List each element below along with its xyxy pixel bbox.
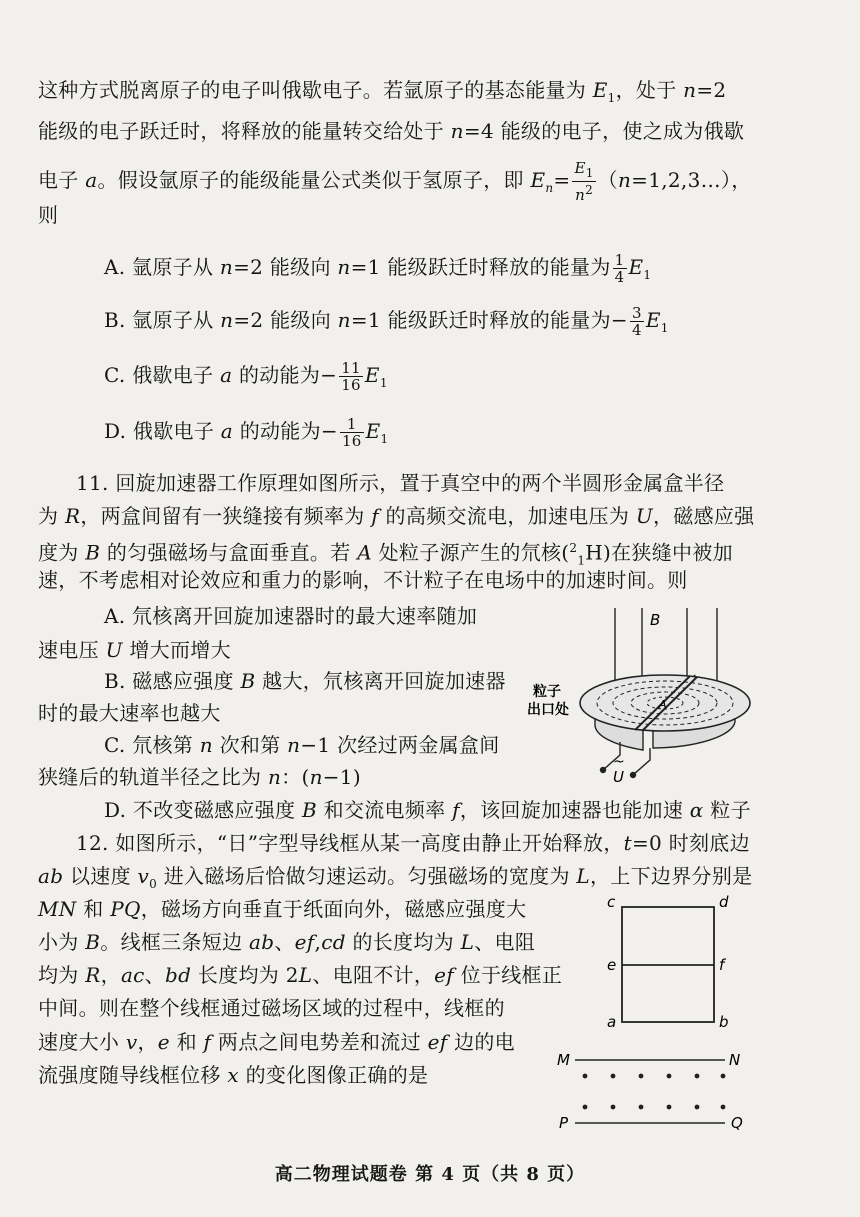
q12-line-6: 中间。则在整个线框通过磁场区域的过程中，线框的 — [38, 996, 505, 1020]
ac-tilde: ~ — [613, 754, 625, 770]
q12-line-8: 流强度随导线框位移 x 的变化图像正确的是 — [38, 1063, 429, 1087]
q11-line-4: 速，不考虑相对论效应和重力的影响，不计粒子在电场中的加速时间。则 — [38, 568, 688, 592]
point-e: e — [607, 956, 617, 974]
intro-line-1: 这种方式脱离原子的电子叫俄歇电子。若氩原子的基态能量为 $E_1$，处于 n=2 — [38, 78, 727, 105]
energy-fraction: $\frac{E_1}{n^2}$ — [574, 159, 594, 204]
q10-option-b: B. 氩原子从 n=2 能级向 n=1 能级跃迁时释放的能量为− $\frac{3}{4}$ $E_1$ — [104, 304, 669, 339]
vertex-d: d — [719, 895, 729, 911]
boundary-m: M — [557, 1051, 570, 1069]
wire-frame — [622, 907, 714, 1022]
q11-option-a-1: A. 氘核离开回旋加速器时的最大速率随加 — [104, 604, 478, 628]
vertex-a: a — [607, 1013, 617, 1031]
boundary-q: Q — [731, 1114, 743, 1132]
exit-label-line-2: 出口处 — [527, 702, 569, 718]
source-a-label: A — [659, 698, 667, 711]
q12-line-1: 12. 如图所示，“日”字型导线框从某一高度由静止开始释放，t=0 时刻底边 — [76, 831, 750, 855]
point-f: f — [719, 956, 725, 974]
page-footer: 高二物理试题卷 第 4 页（共 8 页） — [274, 1164, 586, 1185]
voltage-u-label: U — [613, 768, 624, 785]
exit-label-line-1: 粒子 — [533, 684, 561, 700]
q11-option-b-1: B. 磁感应强度 B 越大，氘核离开回旋加速器 — [104, 669, 506, 693]
q11-option-d: D. 不改变磁感应强度 B 和交流电频率 f，该回旋加速器也能加速 α 粒子 — [104, 798, 751, 822]
q11-line-3: 度为 B 的匀强磁场与盒面垂直。若 A 处粒子源产生的氘核($^2_1$H)在狭缝中被加 — [38, 540, 733, 568]
q11-option-b-2: 时的最大速率也越大 — [38, 701, 221, 725]
q11-option-c-2: 狭缝后的轨道半径之比为 n：(n−1) — [38, 765, 361, 789]
wire-frame-diagram — [545, 895, 760, 1135]
b-field-label: B — [650, 611, 661, 629]
q10-option-c: C. 俄歇电子 a 的动能为− $\frac{11}{16}$ $E_1$ — [104, 359, 388, 394]
intro-line-4: 则 — [38, 203, 59, 227]
field-dots — [583, 1074, 726, 1110]
d-shaped-boxes — [580, 675, 750, 750]
intro-line-2: 能级的电子跃迁时，将释放的能量转交给处于 n=4 能级的电子，使之成为俄歇 — [38, 119, 745, 143]
field-boundaries — [575, 1060, 725, 1123]
q12-line-3: MN 和 PQ，磁场方向垂直于纸面向外，磁感应强度大 — [38, 897, 527, 921]
boundary-p: P — [559, 1114, 569, 1132]
boundary-n: N — [729, 1051, 741, 1069]
q12-line-4: 小为 B。线框三条短边 ab、ef,cd 的长度均为 L、电阻 — [38, 930, 536, 954]
q11-line-1: 11. 回旋加速器工作原理如图所示，置于真空中的两个半圆形金属盒半径 — [76, 471, 725, 495]
q11-option-c-1: C. 氘核第 n 次和第 n−1 次经过两金属盒间 — [104, 733, 500, 757]
cyclotron-diagram — [525, 600, 765, 785]
vertex-b: b — [719, 1013, 729, 1031]
q12-line-7: 速度大小 v，e 和 f 两点之间电势差和流过 ef 边的电 — [38, 1030, 515, 1054]
q11-line-2: 为 R，两盒间留有一狭缝接有频率为 f 的高频交流电，加速电压为 U，磁感应强 — [38, 504, 755, 528]
intro-line-3: 电子 a。假设氩原子的能级能量公式类似于氢原子，即 $E_n=$ $\frac{E_1}{n^2}$ （n=1,2,3…）， — [38, 159, 752, 204]
q11-option-a-2: 速电压 U 增大而增大 — [38, 638, 231, 662]
vertex-c: c — [607, 895, 616, 911]
q12-line-2: ab 以速度 $v_0$ 进入磁场后恰做匀速运动。匀强磁场的宽度为 L，上下边界分别是 — [38, 864, 753, 891]
q12-line-5: 均为 R，ac、bd 长度均为 2L、电阻不计，ef 位于线框正 — [38, 963, 563, 987]
q10-option-a: A. 氩原子从 n=2 能级向 n=1 能级跃迁时释放的能量为 $\frac{1}{4}$ $E_1$ — [104, 251, 652, 286]
q10-option-d: D. 俄歇电子 a 的动能为− $\frac{1}{16}$ $E_1$ — [104, 415, 389, 450]
